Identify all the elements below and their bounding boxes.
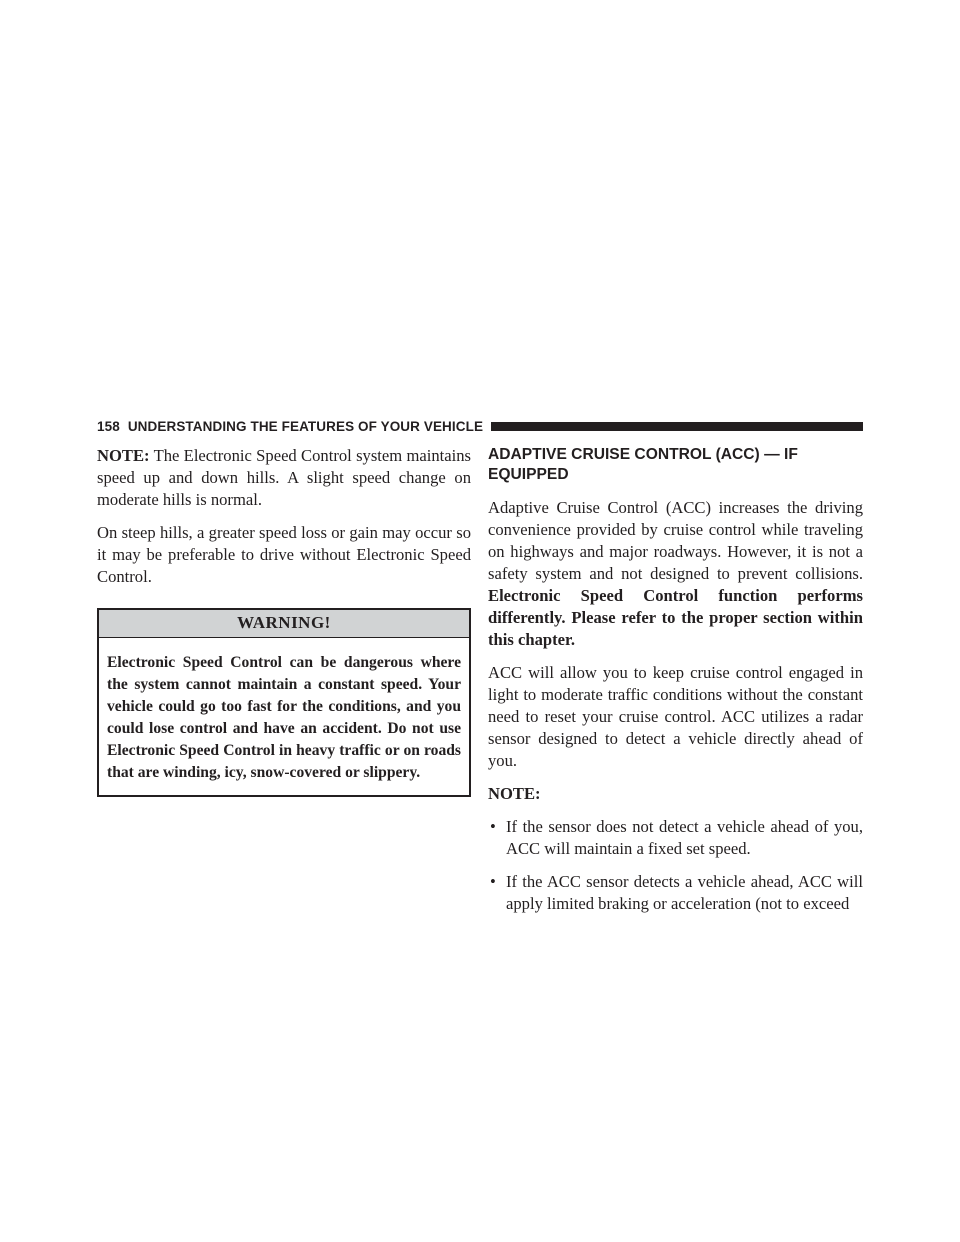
list-item <box>488 816 863 860</box>
acc-intro-bold: Electronic Speed Control function performs differently. Please refer to the proper section within this chapter. <box>488 586 863 649</box>
bullet-icon: • <box>490 872 496 891</box>
acc-note-label: NOTE: <box>488 784 541 803</box>
hills-paragraph: On steep hills, a greater speed loss or gain may occur so it may be preferable to drive without Electronic Speed Control. <box>97 523 471 586</box>
list-item-text: If the ACC sensor detects a vehicle ahead, ACC will apply limited braking or acceleration (not to exceed <box>506 872 863 913</box>
section-heading: ADAPTIVE CRUISE CONTROL (ACC) — IF EQUIPPED <box>488 446 798 483</box>
bullet-icon: • <box>490 817 496 836</box>
acc-note-list <box>488 816 863 915</box>
acc-intro-text: Adaptive Cruise Control (ACC) increases the driving convenience provided by cruise control while traveling on highways and major roadways. However, it is not a safety system and not designed to prevent collisions. <box>488 498 863 583</box>
acc-usage-paragraph: ACC will allow you to keep cruise control engaged in light to moderate traffic conditions without the constant need to reset your cruise control. ACC utilizes a radar sensor designed to detect a vehicle directly ahead of you. <box>488 663 863 770</box>
header-title: UNDERSTANDING THE FEATURES OF YOUR VEHICLE <box>127 418 484 434</box>
right-column <box>488 445 863 926</box>
left-column <box>97 445 471 797</box>
acc-intro-paragraph <box>488 497 863 651</box>
page-number: 158 <box>97 418 120 434</box>
warning-body: Electronic Speed Control can be dangerous where the system cannot maintain a constant speed. Your vehicle could go too fast for the conditions, and you could lose control and have an accident. Do not use Electronic Speed Control in heavy traffic or on roads that are winding, icy, snow-covered or slippery. <box>107 654 461 781</box>
running-header <box>97 416 863 436</box>
list-item <box>488 871 863 915</box>
list-item-text: If the sensor does not detect a vehicle ahead of you, ACC will maintain a fixed set speed. <box>506 817 863 858</box>
note-label: NOTE: <box>97 446 150 465</box>
warning-title: WARNING! <box>99 610 469 638</box>
header-rule <box>491 422 863 431</box>
note-paragraph <box>97 445 471 511</box>
note-text: The Electronic Speed Control system maintains speed up and down hills. A slight speed change on moderate hills is normal. <box>97 446 471 509</box>
warning-box <box>97 608 471 797</box>
